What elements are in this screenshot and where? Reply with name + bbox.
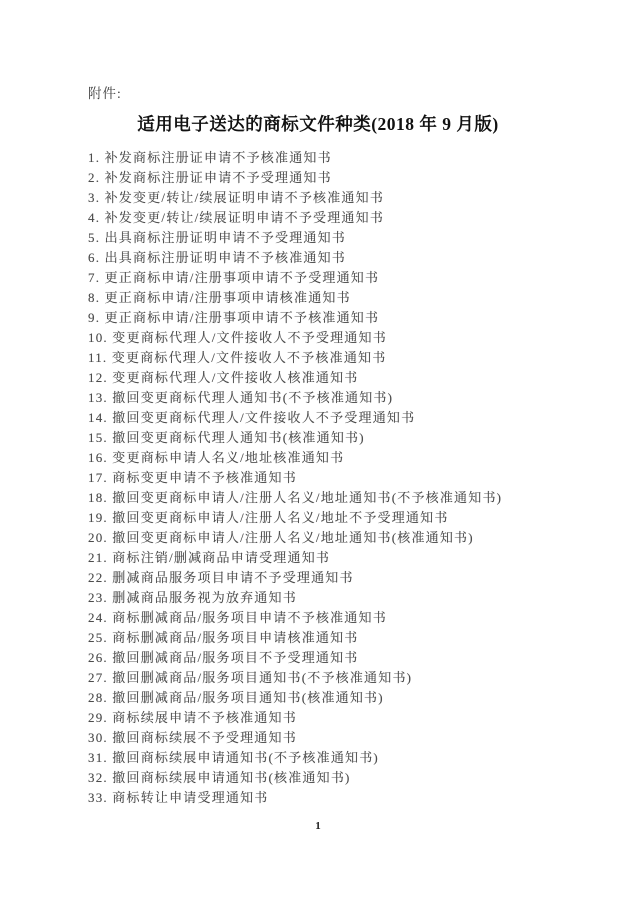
list-item: 6. 出具商标注册证明申请不予核准通知书 xyxy=(88,250,347,265)
list-item: 1. 补发商标注册证申请不予核准通知书 xyxy=(88,150,332,165)
list-item: 19. 撤回变更商标申请人/注册人名义/地址不予受理通知书 xyxy=(88,510,449,525)
list-item: 33. 商标转让申请受理通知书 xyxy=(88,790,269,805)
list-item: 12. 变更商标代理人/文件接收人核准通知书 xyxy=(88,370,359,385)
list-item: 11. 变更商标代理人/文件接收人不予核准通知书 xyxy=(88,350,387,365)
list-item: 27. 撤回删减商品/服务项目通知书(不予核准通知书) xyxy=(88,670,413,685)
list-item: 24. 商标删减商品/服务项目申请不予核准通知书 xyxy=(88,610,387,625)
list-item: 10. 变更商标代理人/文件接收人不予受理通知书 xyxy=(88,330,387,345)
list-item: 16. 变更商标申请人名义/地址核准通知书 xyxy=(88,450,345,465)
page-title: 适用电子送达的商标文件种类(2018 年 9 月版) xyxy=(137,114,499,134)
list-item: 31. 撤回商标续展申请通知书(不予核准通知书) xyxy=(88,750,379,765)
list-item: 17. 商标变更申请不予核准通知书 xyxy=(88,470,297,485)
list-item: 21. 商标注销/删减商品申请受理通知书 xyxy=(88,550,331,565)
list-item: 9. 更正商标申请/注册事项申请不予核准通知书 xyxy=(88,310,380,325)
list-item: 13. 撤回变更商标代理人通知书(不予核准通知书) xyxy=(88,390,394,405)
document-list xyxy=(88,148,576,808)
list-item: 25. 商标删减商品/服务项目申请核准通知书 xyxy=(88,630,359,645)
list-item: 7. 更正商标申请/注册事项申请不予受理通知书 xyxy=(88,270,380,285)
list-item: 22. 删减商品服务项目申请不予受理通知书 xyxy=(88,570,354,585)
list-item: 20. 撤回变更商标申请人/注册人名义/地址通知书(核准通知书) xyxy=(88,530,474,545)
attachment-label: 附件: xyxy=(88,86,122,101)
list-item: 30. 撤回商标续展不予受理通知书 xyxy=(88,730,297,745)
list-item: 2. 补发商标注册证申请不予受理通知书 xyxy=(88,170,332,185)
list-item: 32. 撤回商标续展申请通知书(核准通知书) xyxy=(88,770,351,785)
list-item: 14. 撤回变更商标代理人/文件接收人不予受理通知书 xyxy=(88,410,416,425)
list-item: 23. 删减商品服务视为放弃通知书 xyxy=(88,590,297,605)
list-item: 26. 撤回删减商品/服务项目不予受理通知书 xyxy=(88,650,359,665)
list-item: 8. 更正商标申请/注册事项申请核准通知书 xyxy=(88,290,351,305)
list-item: 29. 商标续展申请不予核准通知书 xyxy=(88,710,297,725)
list-item: 18. 撤回变更商标申请人/注册人名义/地址通知书(不予核准通知书) xyxy=(88,490,503,505)
page-number: 1 xyxy=(315,820,321,832)
list-item: 3. 补发变更/转让/续展证明申请不予核准通知书 xyxy=(88,190,385,205)
list-item: 5. 出具商标注册证明申请不予受理通知书 xyxy=(88,230,347,245)
list-item: 15. 撤回变更商标代理人通知书(核准通知书) xyxy=(88,430,365,445)
list-item: 28. 撤回删减商品/服务项目通知书(核准通知书) xyxy=(88,690,384,705)
list-item: 4. 补发变更/转让/续展证明申请不予受理通知书 xyxy=(88,210,385,225)
